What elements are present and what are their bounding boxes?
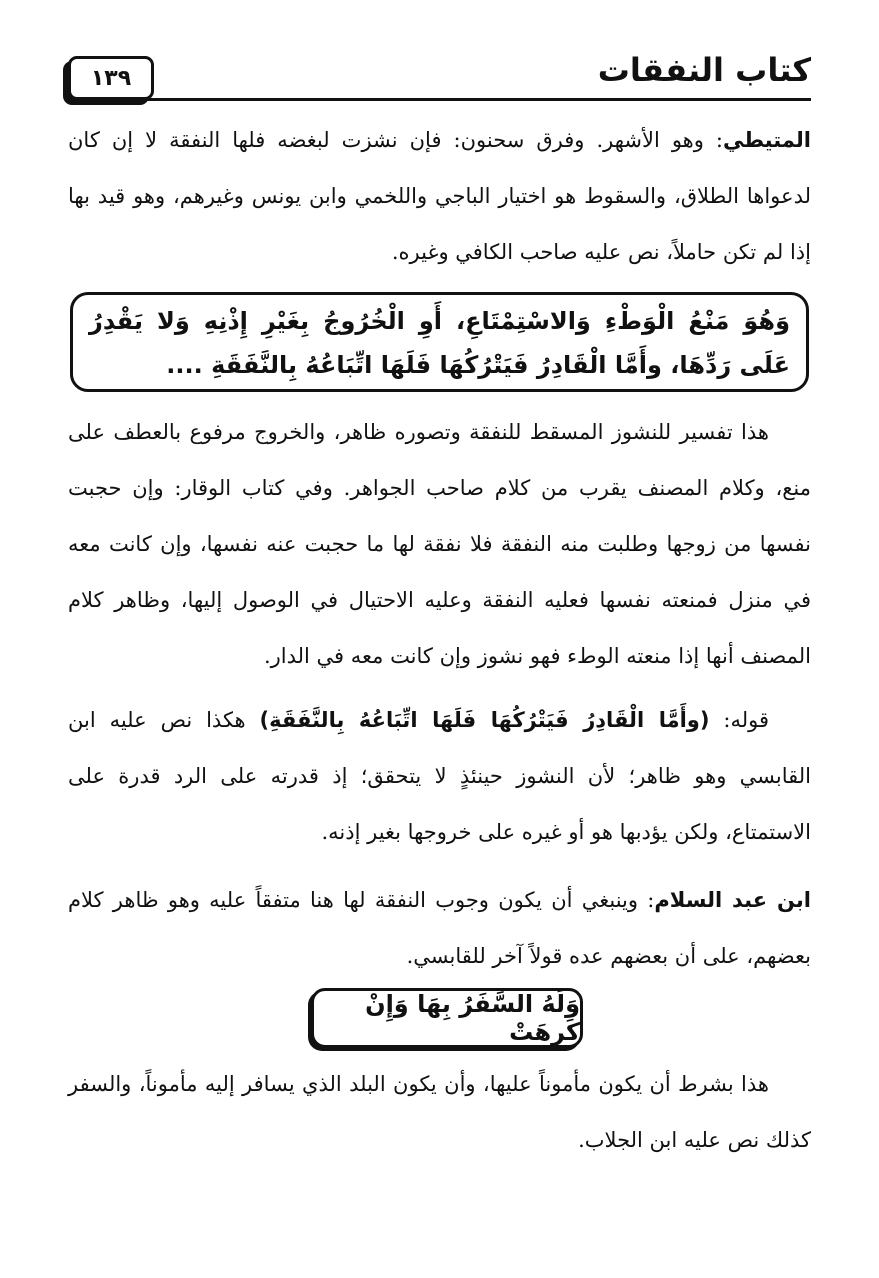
matn-text: وَهُوَ مَنْعُ الْوَطْءِ وَالاسْتِمْتَاعِ، أَوِ الْخُرُوجُ بِغَيْرِ إِذْنِهِ وَلا يَقْدِرُ عَلَى رَدِّهَا، وأَمَّا الْقَادِرُ فَيَتْرُكُهَا فَلَهَا اتِّبَاعُهُ بِالنَّفَقَةِ ....: [89, 307, 790, 379]
running-head-title: كتاب النفقات: [597, 51, 811, 89]
paragraph-text: هكذا نص عليه ابن القابسي وهو ظاهر؛ لأن النشوز حينئذٍ لا يتحقق؛ إذ قدرته على الرد قدرة على الاستمتاع، ولكن يؤدبها هو أو غيره على خروجها بغير إذنه.: [68, 708, 811, 844]
speaker-name: ابن عبد السلام: [654, 888, 811, 912]
matn-text: وَلَهُ السَّفَرُ بِهَا وَإِنْ كَرِهَتْ: [365, 990, 580, 1046]
page-number-badge: [68, 56, 154, 100]
commentary-paragraph-1: [68, 112, 811, 280]
paragraph-text: : وينبغي أن يكون وجوب النفقة لها هنا متفقاً عليه وهو ظاهر كلام بعضهم، على أن بعضهم عده قولاً آخر للقابسي.: [68, 888, 811, 968]
speaker-name: المتيطي: [722, 128, 811, 152]
commentary-paragraph-4: [68, 872, 811, 984]
quoted-matn: (وأَمَّا الْقَادِرُ فَيَتْرُكُهَا فَلَهَا اتِّبَاعُهُ بِالنَّفَقَةِ): [259, 708, 710, 732]
paragraph-text: : وهو الأشهر. وفرق سحنون: فإن نشزت لبغضه فلها النفقة لا إن كان لدعواها الطلاق، والسقوط هو اختيار الباجي واللخمي وابن يونس وغيرهم، وهو قيد بها إذا لم تكن حاملاً، نص عليه صاحب الكافي وغيره.: [68, 128, 811, 264]
page-number: ١٣٩: [90, 65, 132, 91]
matn-text-box: [70, 292, 809, 392]
commentary-paragraph-2: [68, 404, 811, 684]
header-divider: [68, 98, 811, 101]
paragraph-text: هذا بشرط أن يكون مأموناً عليها، وأن يكون البلد الذي يسافر إليه مأموناً، والسفر كذلك نص عليه ابن الجلاب.: [68, 1072, 811, 1152]
quote-lead: قوله:: [709, 708, 769, 732]
commentary-paragraph-3: [68, 692, 811, 860]
matn-text-box-small: [311, 988, 583, 1048]
paragraph-text: هذا تفسير للنشوز المسقط للنفقة وتصوره ظاهر، والخروج مرفوع بالعطف على منع، وكلام المصنف يقرب من كلام صاحب الجواهر. وفي كتاب الوقار: وإن حجبت نفسها من زوجها وطلبت منه النفقة فلا نفقة لها ما حجبت عنه نفسها، وإن كانت معه في منزل فمنعته نفسها فعليه النفقة وعليه الاحتيال في الوصول إليها، وظاهر كلام المصنف أنها إذا منعته الوطء فهو نشوز وإن كانت معه في الدار.: [68, 420, 811, 668]
commentary-paragraph-5: [68, 1056, 811, 1168]
